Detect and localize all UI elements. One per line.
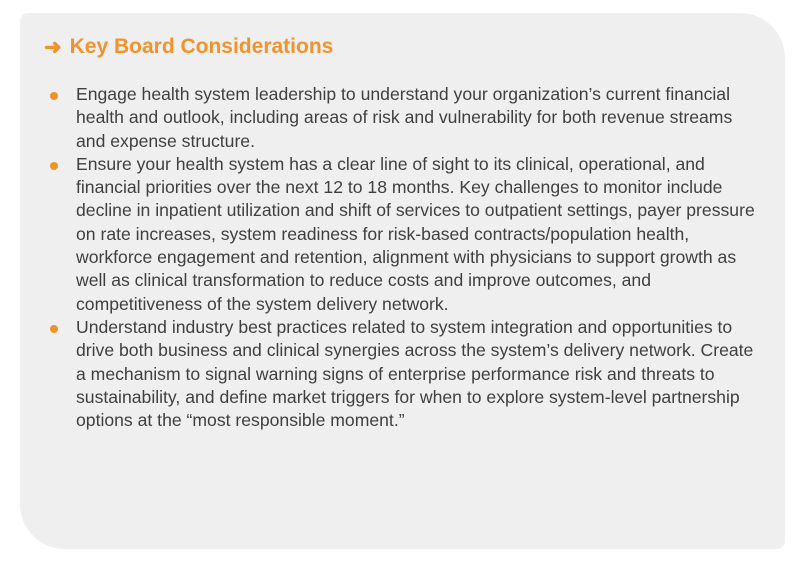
arrow-right-icon: ➜ bbox=[44, 35, 62, 59]
panel-title bbox=[44, 35, 333, 59]
bullet-dot-icon bbox=[50, 162, 58, 170]
bullet-dot-icon bbox=[50, 92, 58, 100]
list-item bbox=[50, 83, 766, 153]
considerations-list bbox=[50, 83, 766, 432]
list-item-text: Engage health system leadership to understand your organization’s current financial health and outlook, including areas of risk and vulnerability for both revenue streams and expense structure. bbox=[76, 84, 733, 151]
list-item-text: Ensure your health system has a clear line of sight to its clinical, operational, and financial priorities over the next 12 to 18 months. Key challenges to monitor include decline in inpatient utilization and shift of services to outpatient settings, payer pressure on rate increases, system readiness for risk-based contracts/population health, workforce engagement and retention, alignment with physicians to support growth as well as clinical transformation to reduce costs and improve outcomes, and competitiveness of the system delivery network. bbox=[76, 153, 755, 314]
list-item bbox=[50, 153, 766, 316]
key-board-considerations-panel bbox=[20, 13, 785, 549]
list-item-text: Understand industry best practices related to system integration and opportunities to drive both business and clinical synergies across the system’s delivery network. Create a mechanism to signal warning signs of enterprise performance risk and threats to sustainability, and define market triggers for when to explore system-level partnership options at the “most responsible moment.” bbox=[76, 316, 754, 431]
bullet-dot-icon bbox=[50, 325, 58, 333]
list-item bbox=[50, 316, 766, 432]
panel-title-text: Key Board Considerations bbox=[69, 35, 334, 58]
